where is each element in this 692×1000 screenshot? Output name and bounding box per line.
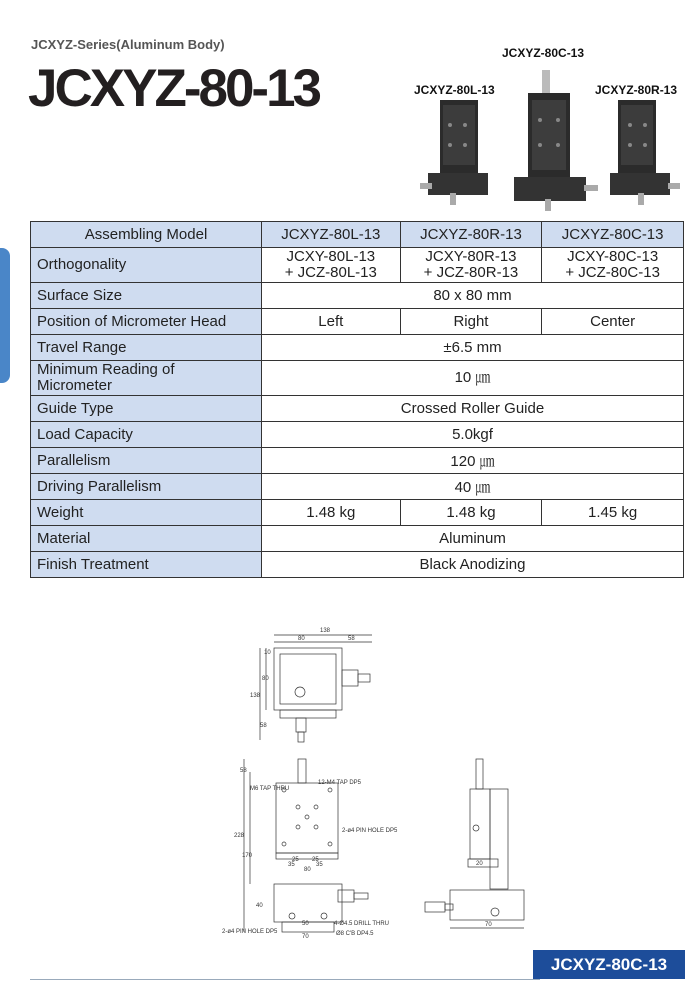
weight-label: Weight <box>31 500 262 526</box>
dim-front-h170: 170 <box>242 853 253 859</box>
load-label: Load Capacity <box>31 422 262 448</box>
label-m6: M6 TAP THRU <box>250 786 290 792</box>
product-photo-center <box>514 70 598 211</box>
travel-label: Travel Range <box>31 335 262 361</box>
parallelism-value: 120 ㎛ <box>262 448 684 474</box>
product-label-right: JCXYZ-80R-13 <box>595 83 678 97</box>
micrometer-position-label: Position of Micrometer Head <box>31 309 262 335</box>
product-photo-left <box>420 100 488 205</box>
micrometer-position-2: Right <box>400 309 542 335</box>
min-reading-label <box>31 361 262 396</box>
dim-base-w50: 50 <box>302 921 309 927</box>
dim-top-h80: 80 <box>262 676 269 682</box>
min-reading-value: 10 ㎛ <box>262 361 684 396</box>
finish-label: Finish Treatment <box>31 552 262 578</box>
table-row <box>31 474 684 500</box>
table-row <box>31 422 684 448</box>
model-col-3: JCXYZ-80C-13 <box>542 222 684 248</box>
surface-value: 80 x 80 mm <box>262 283 684 309</box>
travel-value: ±6.5 mm <box>262 335 684 361</box>
product-label-left: JCXYZ-80L-13 <box>414 83 495 97</box>
guide-value: Crossed Roller Guide <box>262 396 684 422</box>
table-row <box>31 500 684 526</box>
dim-top-overall: 138 <box>320 628 331 634</box>
label-m4: 12-M4 TAP DP5 <box>318 780 362 786</box>
footer-divider <box>30 979 540 980</box>
page-title: JCXYZ-80-13 <box>28 59 320 118</box>
table-row <box>31 361 684 396</box>
dim-front-w25a: 25 <box>292 857 299 863</box>
spec-table <box>30 221 684 578</box>
series-subtitle: JCXYZ-Series(Aluminum Body) <box>31 37 225 52</box>
side-tab-marker <box>0 248 10 383</box>
micrometer-position-1: Left <box>262 309 401 335</box>
product-photo-right <box>610 100 680 205</box>
orth-line: + JCZ-80L-13 <box>284 264 377 281</box>
product-photos <box>420 65 685 215</box>
orth-line: + JCZ-80C-13 <box>565 264 660 281</box>
dim-top-w58: 58 <box>348 636 355 642</box>
material-label: Material <box>31 526 262 552</box>
table-row <box>31 335 684 361</box>
technical-drawing <box>220 622 540 942</box>
finish-value: Black Anodizing <box>262 552 684 578</box>
table-row <box>31 222 684 248</box>
label-cbore: Ø8 C'B DP4.5 <box>336 931 374 937</box>
table-row <box>31 309 684 335</box>
table-row <box>31 526 684 552</box>
footer-model-badge: JCXYZ-80C-13 <box>533 950 685 979</box>
dim-top-w80: 80 <box>298 636 305 642</box>
dim-base-w70: 70 <box>302 934 309 940</box>
dim-side-w70: 70 <box>485 922 492 928</box>
table-row <box>31 552 684 578</box>
weight-3: 1.45 kg <box>542 500 684 526</box>
orth-line: JCXY-80L-13 <box>286 248 376 265</box>
orth-line: + JCZ-80R-13 <box>423 264 519 281</box>
dim-top-h138: 138 <box>250 693 261 699</box>
driving-parallelism-label: Driving Parallelism <box>31 474 262 500</box>
label-drill: 4-Ø4.5 DRILL THRU <box>334 921 390 927</box>
table-row <box>31 248 684 283</box>
orthogonality-cell-3 <box>542 248 684 283</box>
dim-top-h10: 10 <box>264 650 271 656</box>
table-row <box>31 396 684 422</box>
material-value: Aluminum <box>262 526 684 552</box>
surface-label: Surface Size <box>31 283 262 309</box>
dim-front-w80: 80 <box>304 867 311 873</box>
table-row <box>31 283 684 309</box>
min-reading-label-line: Micrometer <box>37 377 113 394</box>
micrometer-position-3: Center <box>542 309 684 335</box>
label-pin-hole-left: 2-ø4 PIN HOLE DP5 <box>222 929 278 935</box>
product-label-center: JCXYZ-80C-13 <box>502 46 585 60</box>
min-reading-label-line: Minimum Reading of <box>37 361 175 378</box>
table-row <box>31 448 684 474</box>
dim-front-w35a: 35 <box>288 862 295 868</box>
dim-front-h58: 58 <box>240 768 247 774</box>
dim-top-h58: 58 <box>260 723 267 729</box>
orth-line: JCXY-80R-13 <box>425 248 517 265</box>
driving-parallelism-value: 40 ㎛ <box>262 474 684 500</box>
dim-front-h40: 40 <box>256 903 263 909</box>
top-view <box>260 635 372 742</box>
weight-1: 1.48 kg <box>262 500 401 526</box>
guide-label: Guide Type <box>31 396 262 422</box>
model-col-2: JCXYZ-80R-13 <box>400 222 542 248</box>
dim-front-w25b: 25 <box>312 857 319 863</box>
orth-line: JCXY-80C-13 <box>567 248 659 265</box>
header-label: Assembling Model <box>31 222 262 248</box>
model-col-1: JCXYZ-80L-13 <box>262 222 401 248</box>
parallelism-label: Parallelism <box>31 448 262 474</box>
side-view <box>425 759 524 928</box>
dim-front-h228: 228 <box>234 833 245 839</box>
weight-2: 1.48 kg <box>400 500 542 526</box>
orthogonality-label: Orthogonality <box>31 248 262 283</box>
load-value: 5.0kgf <box>262 422 684 448</box>
label-pin-hole-right: 2-ø4 PIN HOLE DP5 <box>342 828 398 834</box>
dim-side-w20: 20 <box>476 861 483 867</box>
dim-front-w35b: 35 <box>316 862 323 868</box>
orthogonality-cell-1 <box>262 248 401 283</box>
orthogonality-cell-2 <box>400 248 542 283</box>
